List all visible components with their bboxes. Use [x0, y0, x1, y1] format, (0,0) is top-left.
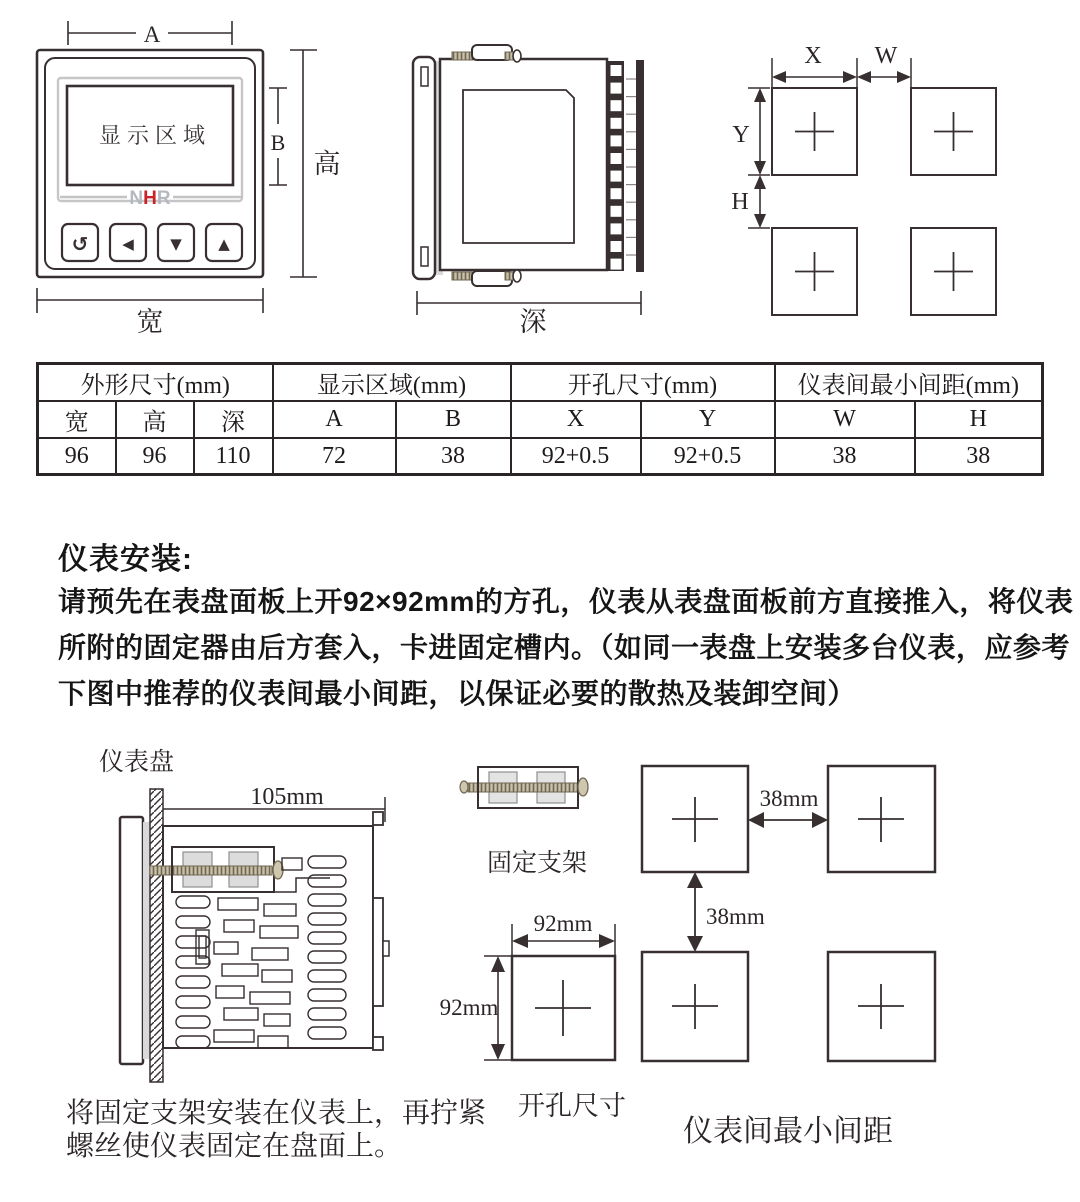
panel-mount-diagram: [120, 784, 389, 1082]
svg-text:NHR: [129, 188, 170, 209]
col-h: H: [915, 401, 1043, 438]
logo-letter-h: H: [143, 188, 157, 209]
group-display-area: 显示区域(mm): [273, 364, 511, 402]
col-height: 高: [116, 401, 194, 438]
table-group-header-row: [38, 364, 1043, 402]
val-h: 38: [915, 438, 1043, 475]
left-key-icon: ◀: [122, 235, 134, 253]
col-a: A: [273, 401, 396, 438]
dim-w-label: W: [874, 43, 898, 69]
dim-width-label: 宽: [136, 307, 164, 337]
table-values-row: [38, 438, 1043, 475]
val-width: 96: [38, 438, 116, 475]
dim-depth-label: 深: [519, 307, 547, 337]
dim-h-label: H: [731, 189, 749, 215]
dim-y-label: Y: [732, 122, 750, 148]
group-cutout-size: 开孔尺寸(mm): [511, 364, 775, 402]
install-paragraph-line-2: 所附的固定器由后方套入，卡进固定槽内。（如同一表盘上安装多台仪表，应参考: [58, 632, 1071, 663]
bracket-install-note-line-2: 螺丝使仪表固定在盘面上。: [66, 1131, 403, 1162]
display-area-label: 显示区域: [98, 123, 212, 148]
col-b: B: [396, 401, 511, 438]
val-height: 96: [116, 438, 194, 475]
fixing-bracket-diagram: [460, 767, 588, 808]
cutout-size-caption: 开孔尺寸: [518, 1091, 626, 1121]
dim-x-label: X: [804, 43, 822, 69]
col-w: W: [775, 401, 915, 438]
val-x: 92+0.5: [511, 438, 641, 475]
gap-height-dim: 38mm: [706, 904, 765, 929]
val-w: 38: [775, 438, 915, 475]
panel-label: 仪表盘: [99, 749, 175, 776]
dim-b-label: B: [270, 130, 286, 155]
logo-letter-r: R: [156, 188, 171, 209]
cutout-height-dim: 92mm: [439, 995, 499, 1020]
val-y: 92+0.5: [641, 438, 775, 475]
back-key-icon: ↺: [71, 232, 89, 256]
up-key-icon: ▲: [218, 235, 230, 253]
cutout-pattern-diagram: [731, 43, 996, 315]
dimension-spec-table: [36, 362, 1044, 476]
col-depth: 深: [194, 401, 273, 438]
dim-height-label: 高: [313, 149, 341, 179]
col-x: X: [511, 401, 641, 438]
install-paragraph-line-3: 下图中推荐的仪表间最小间距，以保证必要的散热及装卸空间）: [58, 678, 857, 709]
val-depth: 110: [194, 438, 273, 475]
panel-depth-dim: 105mm: [250, 784, 324, 810]
col-y: Y: [641, 401, 775, 438]
install-paragraph-line-1: 请预先在表盘面板上开92×92mm的方孔，仪表从表盘面板前方直接推入，将仪表: [58, 586, 1074, 617]
col-width: 宽: [38, 401, 116, 438]
install-heading: 仪表安装:: [58, 543, 193, 576]
cutout-width-dim: 92mm: [533, 911, 593, 936]
dim-a-label: A: [143, 22, 161, 47]
min-spacing-caption: 仪表间最小间距: [683, 1115, 893, 1148]
front-view-diagram: [37, 21, 341, 337]
fixing-bracket-label: 固定支架: [487, 850, 588, 877]
cutout-size-diagram: [440, 911, 615, 1060]
val-b: 38: [396, 438, 511, 475]
group-outline-dims: 外形尺寸(mm): [38, 364, 273, 402]
center-crosses: [795, 112, 973, 291]
down-key-icon: ▼: [170, 235, 182, 253]
logo-letter-n: N: [129, 188, 144, 209]
val-a: 72: [273, 438, 396, 475]
gap-width-dim: 38mm: [759, 786, 819, 811]
side-view-diagram: [413, 45, 644, 337]
min-spacing-diagram: [642, 766, 935, 1061]
group-min-spacing: 仪表间最小间距(mm): [775, 364, 1043, 402]
terminal-ladder: [626, 79, 636, 255]
bracket-install-note-line-1: 将固定支架安装在仪表上，再拧紧: [66, 1098, 487, 1129]
table-subheader-row: [38, 401, 1043, 438]
